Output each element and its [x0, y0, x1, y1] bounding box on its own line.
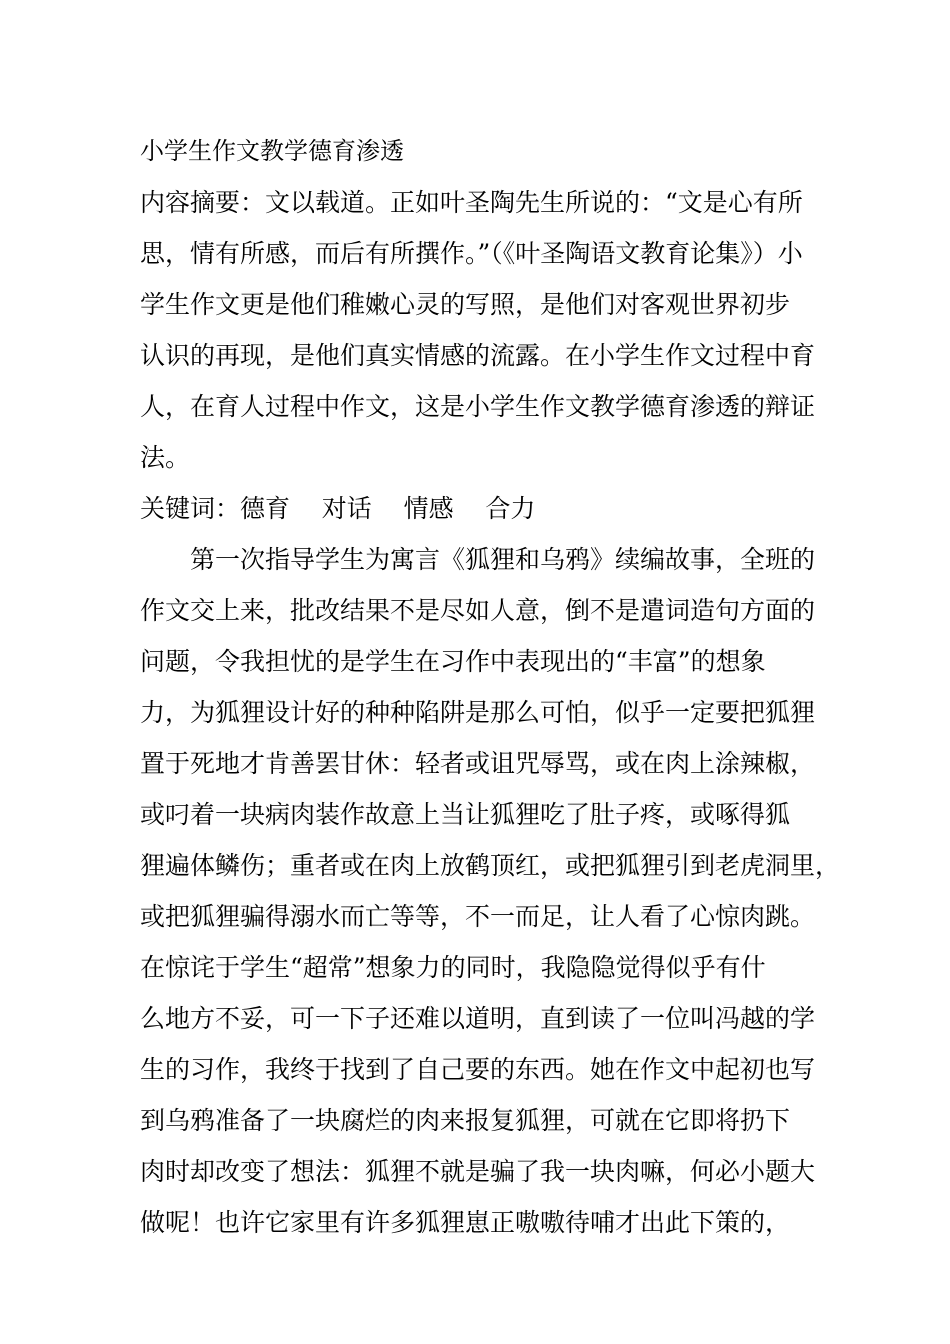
abstract-line: 法。 — [140, 443, 191, 472]
document-text — [140, 126, 841, 1248]
body-paragraph — [140, 534, 841, 1248]
body-line: 作文交上来，批改结果不是尽如人意，倒不是遣词造句方面的 — [140, 596, 816, 625]
body-line: 第一次指导学生为寓言《狐狸和乌鸦》续编故事，全班的 — [190, 545, 816, 574]
keywords-text: 关键词：德育 对话 情感 合力 — [140, 494, 536, 523]
body-line: 狸遍体鳞伤；重者或在肉上放鹤顶红，或把狐狸引到老虎洞里， — [140, 851, 841, 880]
body-line: 肉时却改变了想法：狐狸不就是骗了我一块肉嘛，何必小题大 — [140, 1157, 816, 1186]
body-line: 做呢！也许它家里有许多狐狸崽正嗷嗷待哺才出此下策的， — [140, 1208, 791, 1237]
body-line: 在惊诧于学生“超常”想象力的同时，我隐隐觉得似乎有什 — [140, 953, 766, 982]
abstract-line: 人，在育人过程中作文，这是小学生作文教学德育渗透的辩证 — [140, 392, 816, 421]
body-line: 或叼着一块病肉装作故意上当让狐狸吃了肚子疼，或啄得狐 — [140, 800, 791, 829]
keywords-line — [140, 483, 822, 534]
body-line: 或把狐狸骗得溺水而亡等等，不一而足，让人看了心惊肉跳。 — [140, 902, 816, 931]
abstract-line: 学生作文更是他们稚嫩心灵的写照，是他们对客观世界初步 — [140, 290, 791, 319]
body-line: 置于死地才肯善罢甘休：轻者或诅咒辱骂，或在肉上涂辣椒， — [140, 749, 816, 778]
page-title: 小学生作文教学德育渗透 — [140, 137, 404, 165]
body-line: 力，为狐狸设计好的种种陷阱是那么可怕，似乎一定要把狐狸 — [140, 698, 816, 727]
body-line: 么地方不妥，可一下子还难以道明，直到读了一位叫冯越的学 — [140, 1004, 816, 1033]
body-line: 生的习作，我终于找到了自己要的东西。她在作文中起初也写 — [140, 1055, 816, 1084]
body-line: 到乌鸦准备了一块腐烂的肉来报复狐狸，可就在它即将扔下 — [140, 1106, 791, 1135]
abstract-line: 思，情有所感，而后有所撰作。”（《叶圣陶语文教育论集》）小 — [140, 239, 803, 268]
abstract-line: 内容摘要：文以载道。正如叶圣陶先生所说的：“文是心有所 — [140, 188, 803, 217]
abstract — [140, 177, 822, 483]
body-line: 问题，令我担忧的是学生在习作中表现出的“丰富”的想象 — [140, 647, 766, 676]
abstract-line: 认识的再现，是他们真实情感的流露。在小学生作文过程中育 — [140, 341, 816, 370]
